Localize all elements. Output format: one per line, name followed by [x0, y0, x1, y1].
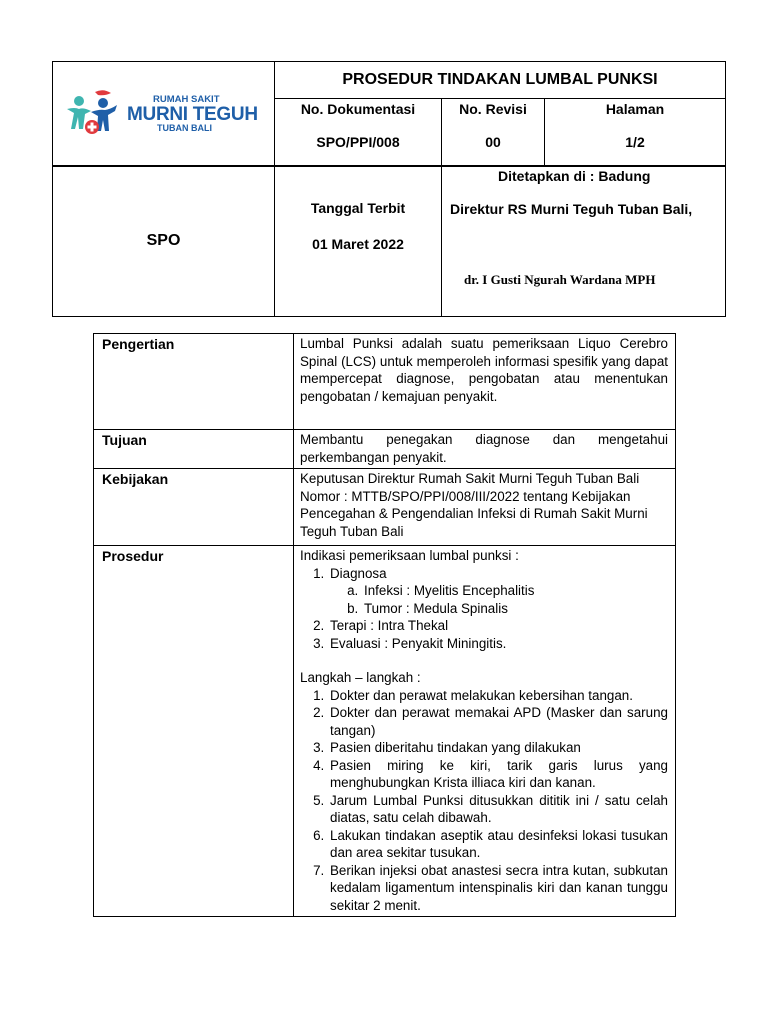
- logo-text-murni-teguh: MURNI TEGUH: [127, 103, 258, 125]
- ditetapkan-text: Ditetapkan di : Badung: [498, 168, 651, 184]
- list-item: 5. Jarum Lumbal Punksi ditusukkan dititik ini / satu celah diatas, satu celah dibawah.: [328, 792, 668, 827]
- list-item: 7. Berikan injeksi obat anastesi secra intra kutan, subkutan kedalam ligamentum intenspinalis kiri dan kanan tunggu sekitar 2 menit.: [328, 862, 668, 915]
- hospital-logo: [53, 87, 274, 141]
- no-dokumentasi-label: No. Dokumentasi: [300, 101, 416, 117]
- prosedur-text: [294, 546, 676, 917]
- prosedur-label: Prosedur: [94, 546, 294, 917]
- hospital-logo-icon: [65, 87, 123, 141]
- list-item: 3. Pasien diberitahu tindakan yang dilakukan: [328, 739, 668, 757]
- list-item: 1. Dokter dan perawat melakukan kebersihan tangan.: [328, 687, 668, 705]
- langkah-intro: Langkah – langkah :: [300, 670, 421, 685]
- pengertian-label: Pengertian: [94, 334, 294, 430]
- direktur-name: dr. I Gusti Ngurah Wardana MPH: [464, 272, 656, 287]
- halaman-value: 1/2: [625, 134, 645, 150]
- ditetapkan-cell: [442, 166, 726, 317]
- document-header: [52, 61, 726, 167]
- indikasi-diagnosa: Diagnosa: [330, 565, 387, 581]
- pengertian-text: Lumbal Punksi adalah suatu pemeriksaan Liquo Cerebro Spinal (LCS) untuk memperoleh informasi spesifik yang dapat mempercepat diagnose, pengobatan atau menentukan pengobatan / kemajuan penyakit.: [294, 334, 676, 430]
- no-dokumentasi-value: SPO/PPI/008: [316, 134, 400, 150]
- tujuan-label: Tujuan: [94, 430, 294, 469]
- langkah-list: [300, 687, 668, 915]
- indikasi-list: [300, 565, 668, 653]
- halaman-cell: [545, 99, 726, 167]
- indikasi-intro: Indikasi pemeriksaan lumbal punksi :: [300, 548, 519, 563]
- document-title: PROSEDUR TINDAKAN LUMBAL PUNKSI: [275, 62, 726, 99]
- logo-cell: [53, 62, 275, 167]
- direktur-title: Direktur RS Murni Teguh Tuban Bali,: [450, 201, 693, 217]
- procedure-content-table: [93, 333, 676, 917]
- no-revisi-label: No. Revisi: [459, 101, 527, 117]
- tujuan-text: Membantu penegakan diagnose dan mengetahui perkembangan penyakit.: [294, 430, 676, 469]
- kebijakan-label: Kebijakan: [94, 469, 294, 546]
- list-item: a. Infeksi : Myelitis Encephalitis: [362, 582, 668, 600]
- spo-label: SPO: [53, 166, 275, 317]
- no-revisi-cell: [442, 99, 545, 167]
- logo-text-tuban-bali: TUBAN BALI: [157, 122, 212, 133]
- tanggal-terbit-label: Tanggal Terbit: [310, 200, 406, 216]
- list-item: 4. Pasien miring ke kiri, tarik garis lurus yang menghubungkan Krista illiaca kiri dan kanan.: [328, 757, 668, 792]
- list-item: 6. Lakukan tindakan aseptik atau desinfeksi lokasi tusukan dan area sekitar tusukan.: [328, 827, 668, 862]
- tanggal-terbit-cell: [275, 166, 442, 317]
- no-revisi-value: 00: [485, 134, 501, 150]
- list-item: 3. Evaluasi : Penyakit Miningitis.: [328, 635, 668, 653]
- list-item: [328, 565, 668, 618]
- kebijakan-text: Keputusan Direktur Rumah Sakit Murni Teguh Tuban Bali Nomor : MTTB/SPO/PPI/008/III/2022 tentang Kebijakan Pencegahan & Pengendalian Infeksi di Rumah Sakit Murni Teguh Tuban Bali: [294, 469, 676, 546]
- document-header-lower: [52, 165, 726, 317]
- halaman-label: Halaman: [605, 101, 665, 117]
- list-item: 2. Dokter dan perawat memakai APD (Masker dan sarung tangan): [328, 704, 668, 739]
- row-prosedur: [94, 546, 676, 917]
- tanggal-terbit-value: 01 Maret 2022: [312, 236, 404, 252]
- no-dokumentasi-cell: [275, 99, 442, 167]
- logo-text-rumah-sakit: RUMAH SAKIT: [153, 94, 220, 106]
- list-item: b. Tumor : Medula Spinalis: [362, 600, 668, 618]
- list-item: 2. Terapi : Intra Thekal: [328, 617, 668, 635]
- row-tujuan: [94, 430, 676, 469]
- row-kebijakan: [94, 469, 676, 546]
- row-pengertian: [94, 334, 676, 430]
- diagnosa-sublist: [330, 582, 668, 617]
